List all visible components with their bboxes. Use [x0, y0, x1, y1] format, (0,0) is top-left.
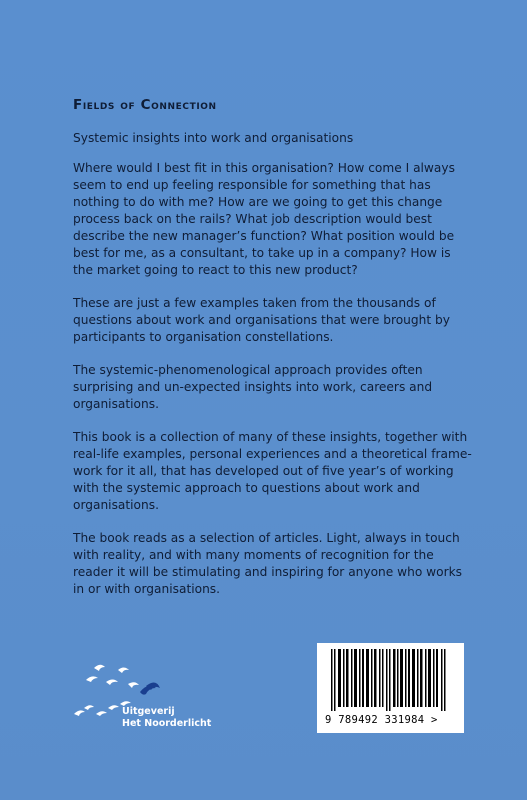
book-title: Fields of Connection	[73, 97, 217, 113]
blurb-paragraph-3: The systemic-phenomenological approach provides often surprising and un-expected insights into work, careers and organisations.	[73, 363, 433, 411]
publisher-line-1: Uitgeverij	[122, 706, 175, 717]
publisher-name	[122, 706, 211, 730]
blurb-paragraph-2: These are just a few examples taken from the thousands of questions about work and organisations that were brought by participants to organisation constellations.	[73, 296, 450, 344]
blurb-paragraph-5: The book reads as a selection of articles. Light, always in touch with reality, and with many moments of recognition for the reader it will be stimulating and inspiring for anyone who works in or with organisations.	[73, 531, 463, 596]
book-subtitle: Systemic insights into work and organisations	[73, 131, 354, 145]
blurb-paragraph-4: This book is a collection of many of these insights, together with real-life examples, personal experiences and a theoretical frame-work for it all, that has developed out of five year’s of working with the systemic approach to questions about work and organisations.	[73, 430, 472, 512]
isbn-barcode	[317, 643, 464, 733]
blurb-paragraph-1: Where would I best fit in this organisation? How come I always seem to end up feeling responsible for something that has nothing to do with me? How are we going to get this change process back on the rails? What job description would best describe the new manager’s function? What position would be best for me, as a consultant, to take up in a company? How is the market going to react to this new product?	[73, 161, 455, 277]
isbn-digits: 9 789492 331984 >	[325, 714, 438, 726]
blurb	[73, 160, 473, 614]
publisher-line-2: Het Noorderlicht	[122, 718, 212, 729]
barcode-bars-icon	[317, 643, 464, 715]
